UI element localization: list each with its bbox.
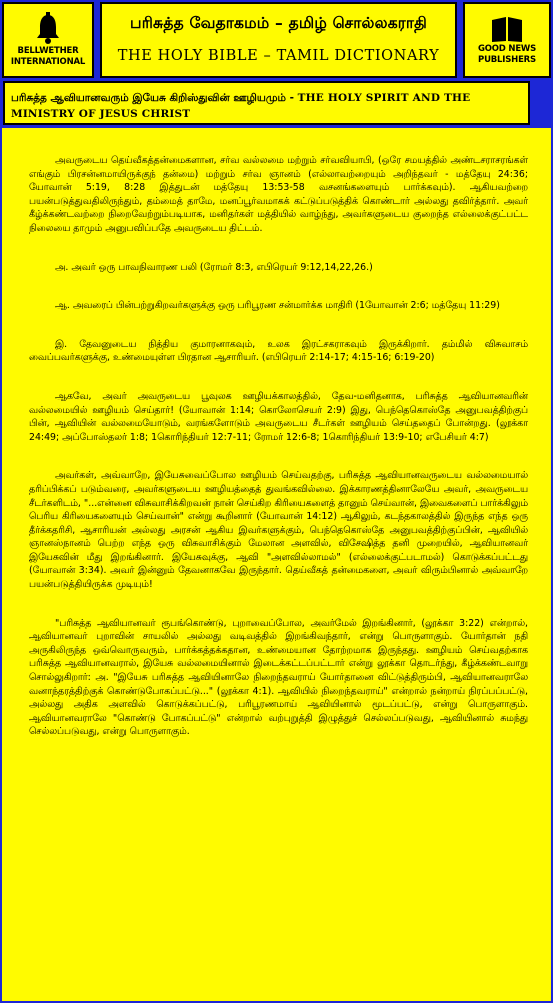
good-news-logo-line1: GOOD NEWS: [477, 44, 537, 54]
paragraph-point-a: அ. அவர் ஒரு பாவநிவாரண பலி (ரோமர் 8:3, எபிரெயர் 9:12,14,22,26.): [55, 261, 373, 273]
page-header: [100, 2, 457, 78]
good-news-logo-line2: PUBLISHERS: [478, 55, 536, 65]
paragraph-point-b: ஆ. அவரைப் பின்பற்றுகிறவர்களுக்கு ஒரு பரிபூரண சன்மார்க்க மாதிரி (1யோவான் 2:6; மத்தேயு 11:29): [55, 300, 500, 312]
page-title-english: THE HOLY BIBLE – TAMIL DICTIONARY: [117, 48, 440, 64]
page-title-tamil: பரிசுத்த வேதாகமம் – தமிழ் சொல்லகராதி: [129, 14, 428, 32]
paragraph-ministry: ஆகவே, அவர் அவருடைய பூவுலக ஊழியக்காலத்தில், தேவ-மனிதனாக, பரிசுத்த ஆவியானவரின் வல்லமையில் ஊழியம் செய்தார்! (யோவான் 1:14; கொலோசெயர் 2:9) இது, பெந்தெகொஸ்தே அனுபவத்திற்குப் பின், ஆவியின் வல்லமையோடும், வரங்களோடும் அவருடைய சீடர்கள் ஊழியம் செய்ததைப் போன்றது. (லூக்கா 24:49; அப்போஸ்தலர் 1:8; 1கொரிந்தியர் 12:7-11; ரோமர் 12:6-8; 1கொரிந்தியர் 13:9-10; எபேசியர் 4:7): [29, 390, 528, 443]
paragraph-holy-spirit-dove: "பரிசுத்த ஆவியானவர் ரூபங்கொண்டு, புறாவைப்போல, அவர்மேல் இறங்கினார், (லூக்கா 3:22) என்றால், ஆவியானவர் புறாவின் சாயலில் அல்லது வடிவத்தில் இறங்கிவந்தார், என்று பொருளாகும். யோர்தான் நதி அருகிலிருந்த ஒவ்வொருவரும், பார்க்கத்தக்கதான, உண்மையான தோற்றமாக இருந்தது. ஊழியம் செய்வதற்காக பரிசுத்த ஆவியானவரால், இயேசு வல்லமையினால் இடைக்கட்டப்பட்டார் என்று லூக்கா தொடர்ந்து, கீழ்க்கண்டவாறு சொல்லுகிறார்: அ. "இயேசு பரிசுத்த ஆவியினாலே நிறைந்தவராய் யோர்தானை விட்டுத்திரும்பி, ஆவியானவராலே வனாந்தரத்திற்குக் கொண்டுபோகப்பட்டு..." (லூக்கா 4:1). ஆவியில் நிறைந்தவராய்" என்றால் நன்றாய் நிரப்பப்பட்டு, அல்லது அதிக அளவில் கொடுக்கப்பட்டு, பரிபூரணமாய் ஆவியினால் மூடப்பட்டு, என்று பொருளாகும். ஆவியானவராலே "கொண்டு போகப்பட்டு" என்றால் வற்புறுத்தி இழுத்துச் செல்லப்படுவது, ஆவியினால் சுமந்து செல்லப்படுவது, என்று பொருளாகும்.: [29, 617, 528, 738]
section-heading-separator: -: [285, 92, 298, 104]
section-heading: [3, 81, 530, 125]
good-news-logo: [463, 2, 551, 78]
section-heading-text: [11, 90, 522, 122]
paragraph-point-c: இ. தேவனுடைய நித்திய குமாரனாகவும், உலக இரட்சகராகவும் இருக்கிறார். தம்மில் விசுவாசம் வைப்பவர்களுக்கு, உண்மையுள்ள பிரதான ஆசாரியர். (எபிரெயர் 2:14-17; 4:15-16; 6:19-20): [29, 338, 528, 364]
section-heading-english: THE HOLY SPIRIT AND THE MINISTRY OF JESUS CHRIST: [11, 92, 471, 120]
bellwether-logo-line2: INTERNATIONAL: [10, 57, 86, 67]
bellwether-logo-icon: [31, 12, 65, 46]
paragraph-intro: அவருடைய தெய்வீகத்தன்மைகளான, சர்வ வல்லமை மற்றும் சர்வவியாபி, (ஒரே சமயத்தில் அண்டசராசரங்கள் எங்கும் பிரசன்னமாயிருக்குந் தன்மை) மற்றும் சர்வ ஞானம் (எல்லாவற்றையும் அறிந்தவர் - மத்தேயு 24:36; யோவான் 5:19, 8:28 இத்துடன் மத்தேயு 13:53-58 வசனங்களையும் பார்க்கவும்). ஆகியவற்றை பயன்படுத்துவதிலிருந்தும், தம்மைத் தாமே, மனப்பூர்வமாகக் கட்டுப்படுத்திக் கொண்டார் அல்லது தவிர்த்தார். அவர் கீழ்க்கண்டவற்றை நிறைவேற்றும்படியாக, மனிதர்கள் மத்தியில் வாழ்ந்து, அவர்களுடைய குறைந்த எல்லைக்குட்பட்ட நிலையை தாமும் அனுபவிப்பதே அவருடைய திட்டம்.: [29, 155, 528, 234]
article-body: [2, 128, 551, 1001]
bellwether-logo: [2, 2, 94, 78]
paragraph-disciples: அவர்கள், அவ்வாறே, இயேசுவைப்போல ஊழியம் செய்வதற்கு, பரிசுத்த ஆவியானவருடைய வல்லமையால் தரிப்பிக்கப் படும்வரை, அவர்களுடைய ஊழியத்தைத் துவங்கவில்லை. இக்காரணத்தினாலேயே அவர், அவருடைய சீடர்களிடம், "...என்னை விசுவாசிக்கிறவன் நான் செய்கிற கிரியைகளைத் தானும் செய்வான், இவைகளைப் பார்க்கிலும் பெரிய கிரியைகளையும் செய்வான்" என்று கூறினார் (யோவான் 14:12) ஆகிலும், கடந்தகாலத்தில் இருந்த எந்த ஒரு தீர்க்கதரிசி, ஆசாரியன் அல்லது அரசன் ஆகிய இவர்களுக்கும், பெந்தெகொஸ்தே அனுபவத்திற்குப்பின், ஆவியில் ஞானஸ்நானம் பெற்ற எந்த ஒரு விசுவாசிக்கும் மேலான அளவில், விசேஷித்த தனி முறையில், ஆவியானவர் இயேசுவின் மீது இறங்கினார். இயேசுவுக்கு, ஆவி "அளவில்லாமல்" (எல்லைக்குட்படாமல்) கொடுக்கப்பட்டது (யோவான் 3:34). அவர் இன்னும் தேவனாகவே இருந்தார். தெய்வீகத் தன்மைகளை, அவர் விரும்பினால் அவ்வாறே பயன்படுத்தியிருக்க முடியும்!: [29, 470, 528, 591]
bellwether-logo-line1: BELLWETHER: [17, 46, 79, 56]
section-heading-tamil: பரிசுத்த ஆவியானவரும் இயேசு கிறிஸ்துவின் ஊழியமும்: [11, 92, 286, 104]
good-news-logo-icon: [490, 14, 524, 44]
